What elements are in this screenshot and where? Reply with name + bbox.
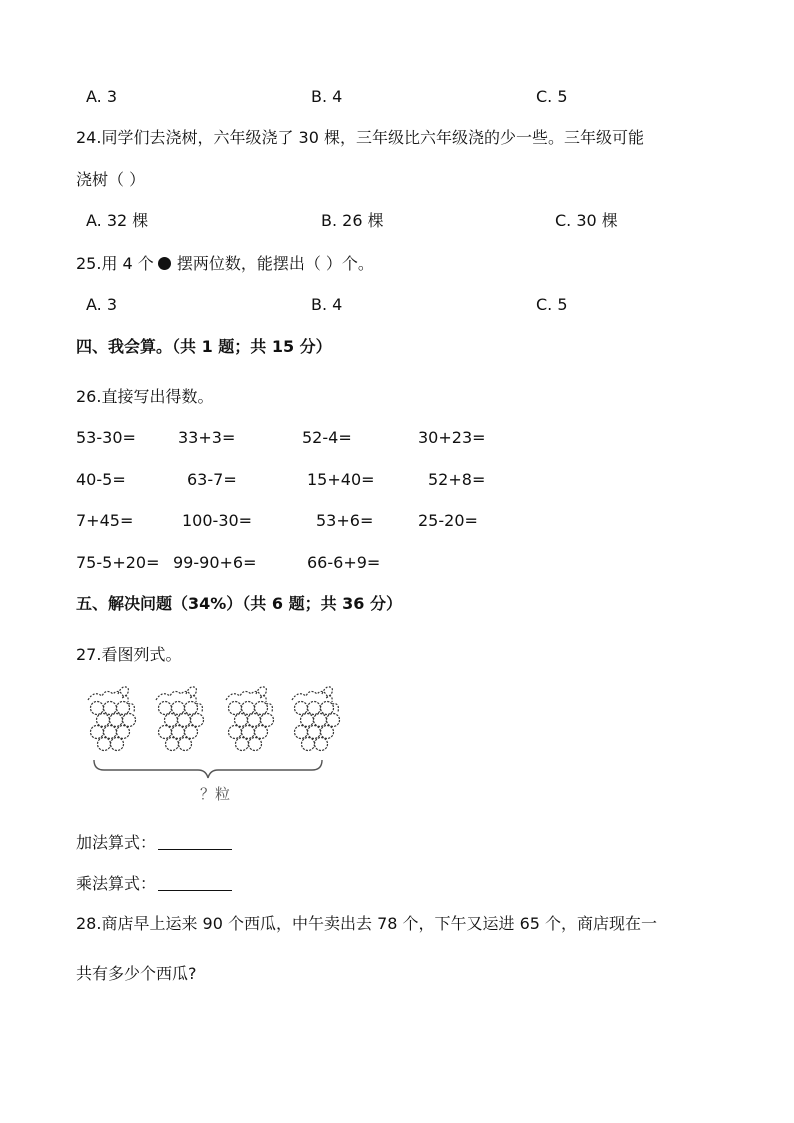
bead-icon — [158, 257, 171, 270]
section5-heading: 五、解决问题（34%）（共 6 题；共 36 分） — [76, 594, 402, 613]
q26-expr: 53+6= — [316, 511, 374, 530]
q26-expr: 33+3= — [178, 428, 236, 447]
multiplication-answer-blank[interactable] — [158, 876, 232, 891]
grape-bunch-icon — [292, 687, 340, 751]
q26-expr: 52+8= — [428, 470, 486, 489]
q25-text-before: 25.用 4 个 — [76, 254, 154, 273]
q25-option-a[interactable]: A. 3 — [86, 295, 118, 314]
q26-expr: 75-5+20= — [76, 553, 160, 572]
q26-expr: 15+40= — [307, 470, 375, 489]
grape-bunch-icon — [88, 687, 136, 751]
q25-text-after: 摆两位数，能摆出（ ）个。 — [176, 254, 374, 273]
addition-label: 加法算式： — [76, 833, 157, 852]
q23-option-b[interactable]: B. 4 — [311, 87, 343, 106]
q25-question — [76, 256, 374, 272]
q24-option-a[interactable]: A. 32 棵 — [86, 211, 149, 230]
q25-option-b[interactable]: B. 4 — [311, 295, 343, 314]
q24-question-line2: 浇树（ ） — [76, 170, 146, 189]
q23-option-a[interactable]: A. 3 — [86, 87, 118, 106]
q26-expr: 25-20= — [418, 511, 478, 530]
q24-option-c[interactable]: C. 30 棵 — [555, 211, 618, 230]
q26-expr: 40-5= — [76, 470, 126, 489]
q26-expr: 7+45= — [76, 511, 134, 530]
q26-expr: 53-30= — [76, 428, 136, 447]
q26-expr: 30+23= — [418, 428, 486, 447]
q28-question-line1: 28.商店早上运来 90 个西瓜，中午卖出去 78 个，下午又运进 65 个，商店现在一 — [76, 914, 658, 933]
q25-option-c[interactable]: C. 5 — [536, 295, 568, 314]
addition-answer-blank[interactable] — [158, 835, 232, 850]
q24-option-b[interactable]: B. 26 棵 — [321, 211, 384, 230]
grape-bunch-icon — [156, 687, 204, 751]
grape-bunch-icon — [226, 687, 274, 751]
q26-expr: 52-4= — [302, 428, 352, 447]
q23-option-c[interactable]: C. 5 — [536, 87, 568, 106]
grapes-figure — [80, 684, 370, 810]
q26-expr: 66-6+9= — [307, 553, 381, 572]
addition-formula-row — [76, 835, 232, 851]
q26-title: 26.直接写出得数。 — [76, 387, 214, 406]
q26-expr: 63-7= — [187, 470, 237, 489]
multiplication-formula-row — [76, 876, 232, 892]
figure-label: ？粒 — [200, 785, 231, 803]
q24-question-line1: 24.同学们去浇树，六年级浇了 30 棵，三年级比六年级浇的少一些。三年级可能 — [76, 128, 644, 147]
q27-title: 27.看图列式。 — [76, 645, 182, 664]
brace-icon — [94, 760, 322, 778]
multiplication-label: 乘法算式： — [76, 874, 157, 893]
q26-expr: 99-90+6= — [173, 553, 257, 572]
q26-expr: 100-30= — [182, 511, 253, 530]
section4-heading: 四、我会算。（共 1 题；共 15 分） — [76, 337, 332, 356]
q28-question-line2: 共有多少个西瓜? — [76, 964, 197, 983]
